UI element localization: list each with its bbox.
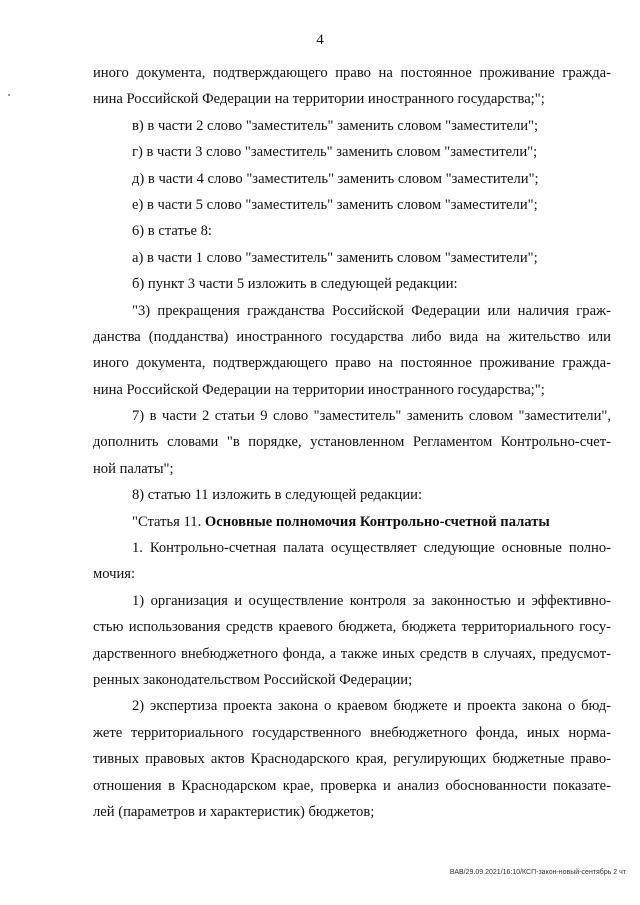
text-line	[93, 720, 611, 746]
text-line-content: данства (подданства) иностранного государства либо вида на жительство или	[93, 328, 611, 345]
text-line-content: 2) экспертиза проекта закона о краевом бюджете и проекта закона о бюд-	[132, 698, 611, 715]
text-line-content: "3) прекращения гражданства Российской Федерации или наличия граж-	[132, 302, 611, 319]
text-line	[93, 113, 611, 139]
text-line-content: в) в части 2 слово "заместитель" заменить словом "заместители";	[132, 117, 539, 134]
text-line-content: 1) организация и осуществление контроля за законностью и эффективно-	[132, 592, 611, 609]
page-number: 4	[316, 32, 324, 48]
text-line-content: лей (параметров и характеристик) бюджетов;	[93, 803, 375, 820]
text-line	[93, 298, 611, 324]
text-line	[93, 139, 611, 165]
text-line	[93, 667, 611, 693]
text-line	[93, 456, 611, 482]
text-line-content: иного документа, подтверждающего право на постоянное проживание гражда-	[93, 65, 611, 81]
text-line	[93, 218, 611, 244]
text-line	[93, 429, 611, 455]
text-line-content: а) в части 1 слово "заместитель" заменить словом "заместители";	[132, 249, 538, 266]
text-line-content: дарственного внебюджетного фонда, а также иных средств в случаях, предусмот-	[93, 645, 611, 662]
text-line-content: "Статья 11.	[132, 513, 205, 530]
text-line	[93, 377, 611, 403]
text-line-content: иного документа, подтверждающего право на постоянное проживание гражда-	[93, 355, 611, 372]
text-line-content: дополнить словами "в порядке, установленном Регламентом Контрольно-счет-	[93, 434, 611, 451]
text-line	[93, 773, 611, 799]
text-line	[93, 60, 611, 86]
text-line	[93, 403, 611, 429]
text-line-content: отношения в Краснодарском крае, проверка и анализ обоснованности показате-	[93, 777, 611, 794]
text-line-content: нина Российской Федерации на территории иностранного государства;";	[93, 381, 545, 398]
text-line-content: 6) в статье 8:	[132, 223, 212, 240]
text-line-content: д) в части 4 слово "заместитель" заменить словом "заместители";	[132, 170, 539, 187]
text-line-content: 7) в части 2 статьи 9 слово "заместитель" заменить словом "заместители",	[132, 408, 611, 425]
text-line	[93, 86, 611, 112]
text-line	[93, 588, 611, 614]
text-line	[93, 324, 611, 350]
text-line-content: мочия:	[93, 566, 136, 583]
document-footer: ВАВ/29.09.2021/16:10/КСП-закон-новый-сентябрь 2 чт	[449, 869, 626, 876]
text-line	[93, 192, 611, 218]
text-line-content: б) пункт 3 части 5 изложить в следующей редакции:	[132, 276, 458, 293]
text-line-content: 1. Контрольно-счетная палата осуществляет следующие основные полно-	[132, 540, 611, 557]
text-line	[93, 509, 611, 535]
text-line	[93, 245, 611, 271]
text-line	[93, 641, 611, 667]
text-line-content: 8) статью 11 изложить в следующей редакции:	[132, 487, 423, 504]
text-line-content: жете территориального государственного внебюджетного фонда, иных норма-	[93, 724, 611, 741]
text-line	[93, 746, 611, 772]
text-line	[93, 482, 611, 508]
margin-mark	[8, 94, 10, 96]
text-line	[93, 614, 611, 640]
text-line	[93, 271, 611, 297]
document-body	[93, 60, 611, 825]
text-line	[93, 799, 611, 825]
text-line-content: е) в части 5 слово "заместитель" заменить словом "заместители";	[132, 196, 538, 213]
text-line-content: ренных законодательством Российской Федерации;	[93, 671, 413, 688]
text-line-content: нина Российской Федерации на территории иностранного государства;";	[93, 91, 545, 108]
text-line-content: тивных правовых актов Краснодарского края, регулирующих бюджетные право-	[93, 751, 611, 768]
text-line-content: ной палаты";	[93, 460, 174, 477]
text-line	[93, 535, 611, 561]
text-line	[93, 693, 611, 719]
text-line-content: г) в части 3 слово "заместитель" заменить словом "заместители";	[132, 144, 538, 161]
article-heading: Основные полномочия Контрольно-счетной палаты	[204, 513, 550, 530]
text-line	[93, 350, 611, 376]
text-line	[93, 166, 611, 192]
text-line	[93, 561, 611, 587]
text-line-content: стью использования средств краевого бюджета, бюджета территориального госу-	[93, 619, 611, 636]
